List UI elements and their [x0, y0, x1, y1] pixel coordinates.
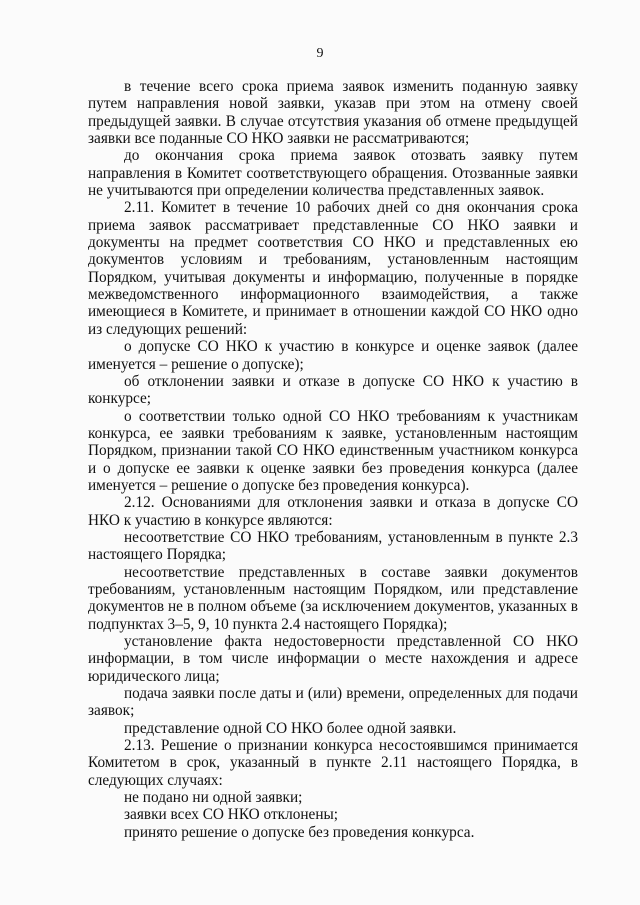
- paragraph: представление одной СО НКО более одной заявки.: [124, 719, 457, 737]
- paragraph: о соответствии только одной СО НКО требованиям к участникам конкурса, ее заявки требованиям к заявке, установленным настоящим Порядком, признании такой СО НКО единственным участником конкурса и о допуске ее заявки к оценке заявки без проведения конкурса (далее именуется – решение о допуске без проведения конкурса).: [88, 407, 578, 494]
- document-body: [88, 78, 578, 841]
- paragraph: 2.13. Решение о признании конкурса несостоявшимся принимается Комитетом в срок, указанный в пункте 2.11 настоящего Порядка, в следующих случаях:: [88, 737, 578, 789]
- paragraph: подача заявки после даты и (или) времени, определенных для подачи заявок;: [88, 685, 578, 720]
- paragraph: об отклонении заявки и отказе в допуске СО НКО к участию в конкурсе;: [88, 372, 578, 408]
- paragraph: в течение всего срока приема заявок изменить поданную заявку путем направления новой заявки, указав при этом на отмену своей предыдущей заявки. В случае отсутствия указания об отмене предыдущей заявки все поданные СО НКО заявки не рассматриваются;: [88, 78, 578, 148]
- paragraph: несоответствие СО НКО требованиям, установленным в пункте 2.3 настоящего Порядка;: [88, 528, 578, 564]
- paragraph: до окончания срока приема заявок отозвать заявку путем направления в Комитет соответствующего обращения. Отозванные заявки не учитываются при определении количества представленных заявок.: [88, 147, 578, 200]
- paragraph: о допуске СО НКО к участию в конкурсе и оценке заявок (далее именуется – решение о допуске);: [88, 338, 578, 373]
- paragraph: 2.12. Основаниями для отклонения заявки и отказа в допуске СО НКО к участию в конкурсе являются:: [88, 494, 578, 529]
- paragraph: 2.11. Комитет в течение 10 рабочих дней со дня окончания срока приема заявок рассматривает представленные СО НКО заявки и документы на предмет соответствия СО НКО и представленных ею документов условиям и требованиям, установленным настоящим Порядком, учитывая документы и информацию, полученные в порядке межведомственного информационного взаимодействия, а также имеющиеся в Комитете, и принимает в отношении каждой СО НКО одно из следующих решений:: [88, 199, 578, 338]
- page-number: 9: [316, 46, 324, 61]
- paragraph: несоответствие представленных в составе заявки документов требованиям, установленным настоящим Порядком, или представление документов не в полном объеме (за исключением документов, указанных в подпунктах 3–5, 9, 10 пункта 2.4 настоящего Порядка);: [88, 563, 578, 633]
- paragraph: установление факта недостоверности представленной СО НКО информации, в том числе информации о месте нахождения и адресе юридического лица;: [88, 633, 578, 685]
- paragraph: не подано ни одной заявки;: [124, 789, 303, 807]
- paragraph: принято решение о допуске без проведения конкурса.: [124, 823, 475, 841]
- paragraph: заявки всех СО НКО отклонены;: [124, 806, 339, 824]
